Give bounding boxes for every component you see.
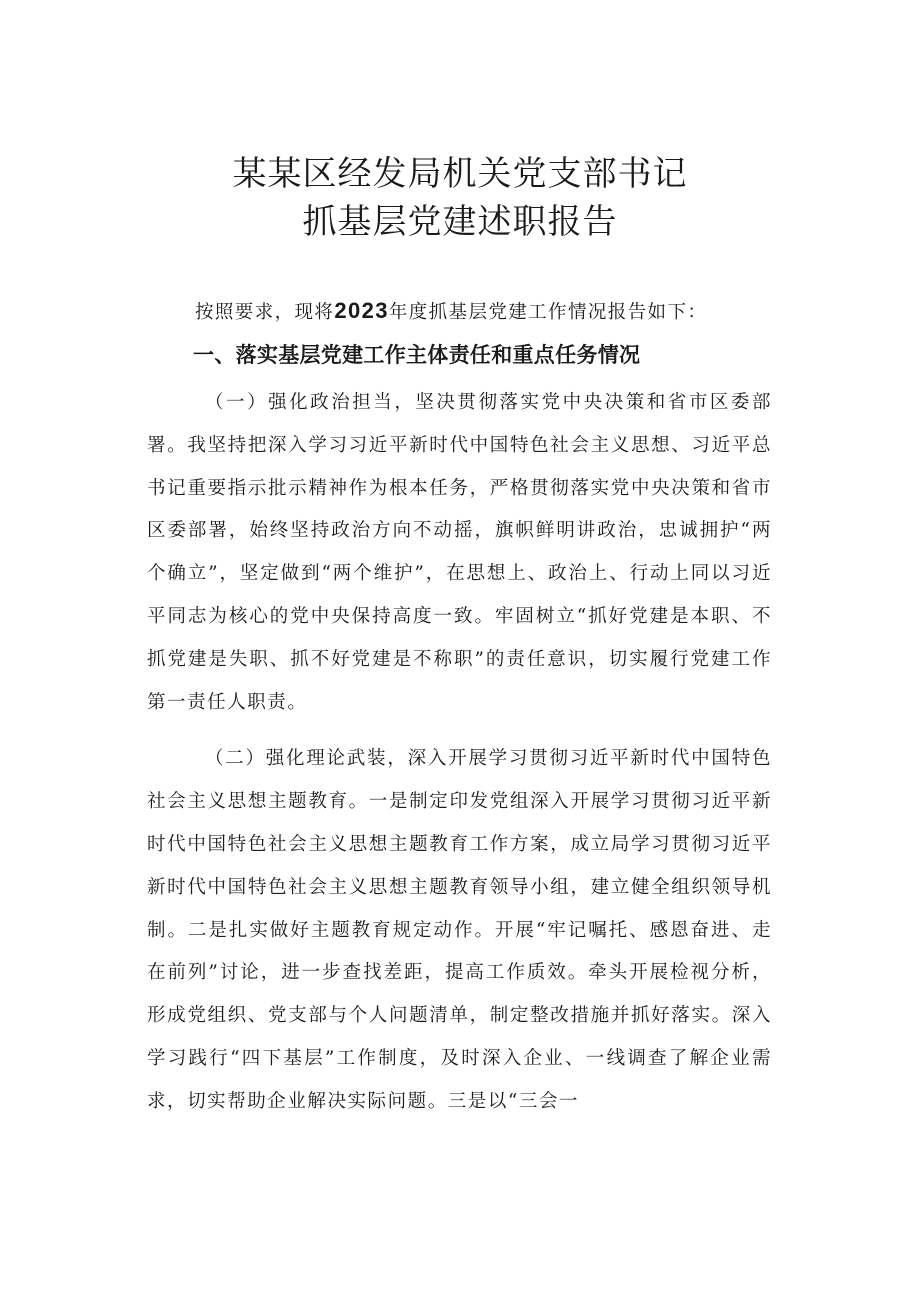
title-line-2: 抓基层党建述职报告 <box>302 202 618 242</box>
body-paragraph-1: （一）强化政治担当，坚决贯彻落实党中央决策和省市区委部署。我坚持把深入学习习近平新时代中国特色社会主义思想、习近平总书记重要指示批示精神作为根本任务，严格贯彻落实党中央决策和省市区委部署，始终坚持政治方向不动摇，旗帜鲜明讲政治，忠诚拥护“两个确立”，坚定做到“两个维护”，在思想上、政治上、行动上同以习近平同志为核心的党中央保持高度一致。牢固树立“抓好党建是本职、不抓党建是失职、抓不好党建是不称职”的责任意识，切实履行党建工作第一责任人职责。 <box>147 392 772 713</box>
body-paragraph-2: （二）强化理论武装，深入开展学习贯彻习近平新时代中国特色社会主义思想主题教育。一是制定印发党组深入开展学习贯彻习近平新时代中国特色社会主义思想主题教育工作方案，成立局学习贯彻习近平新时代中国特色社会主义思想主题教育领导小组，建立健全组织领导机制。二是扎实做好主题教育规定动作。开展“牢记嘱托、感恩奋进、走在前列”讨论，进一步查找差距，提高工作质效。牵头开展检视分析，形成党组织、党支部与个人问题清单，制定整改措施并抓好落实。深入学习践行“四下基层”工作制度，及时深入企业、一线调查了解企业需求，切实帮助企业解决实际问题。三是以“三会一 <box>147 748 772 1112</box>
document-body <box>147 296 772 1124</box>
intro-text-after: 年度抓基层党建工作情况报告如下： <box>388 302 708 323</box>
title-line-1: 某某区经发局机关党支部书记 <box>232 154 688 194</box>
intro-text-before: 按照要求，现将 <box>195 302 335 323</box>
intro-year: 2023 <box>334 298 389 323</box>
intro-paragraph <box>147 296 772 328</box>
document-title <box>0 150 920 246</box>
section-heading-1: 一、落实基层党建工作主体责任和重点任务情况 <box>193 343 641 367</box>
